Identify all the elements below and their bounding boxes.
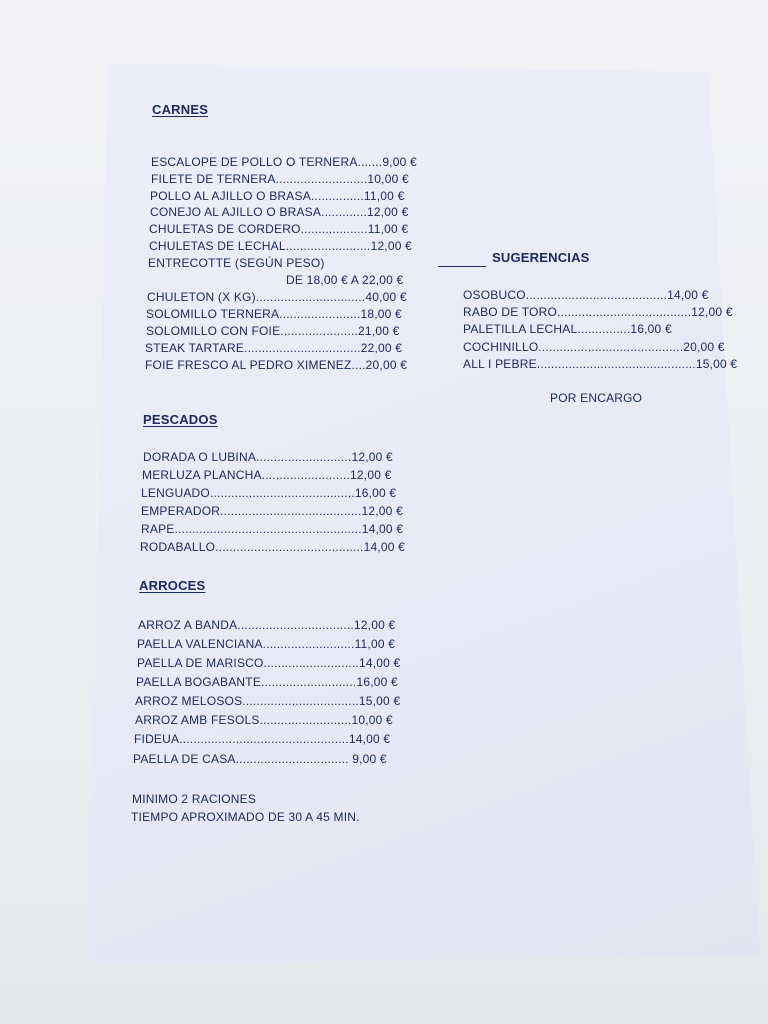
menu-item: CHULETON (X KG)...............................40,00 € <box>147 290 407 304</box>
menu-item: FIDEUA................................................14,00 € <box>134 732 391 746</box>
menu-item: PAELLA BOGABANTE...........................16,00 € <box>136 675 398 689</box>
section-title-sugerencias: SUGERENCIAS <box>492 250 590 265</box>
menu-item: FILETE DE TERNERA..........................10,00 € <box>151 172 409 186</box>
menu-item: CHULETAS DE CORDERO...................11,00 € <box>149 222 409 236</box>
menu-item: DORADA O LUBINA...........................12,00 € <box>143 450 393 464</box>
menu-item: RAPE.....................................................14,00 € <box>141 522 404 536</box>
menu-item: RODABALLO..........................................14,00 € <box>140 540 406 554</box>
menu-item: PAELLA DE CASA................................ 9,00 € <box>133 752 387 766</box>
menu-item: ESCALOPE DE POLLO O TERNERA.......9,00 € <box>151 155 417 169</box>
menu-item: LENGUADO.........................................16,00 € <box>141 486 397 500</box>
sugerencias-underline <box>438 266 486 267</box>
menu-item: ALL I PEBRE.............................................15,00 € <box>463 357 738 371</box>
menu-item: OSOBUCO........................................14,00 € <box>463 288 709 302</box>
menu-item-price-range: DE 18,00 € A 22,00 € <box>286 273 404 287</box>
por-encargo-note: POR ENCARGO <box>550 391 643 405</box>
menu-item: POLLO AL AJILLO O BRASA...............11,00 € <box>150 189 405 203</box>
section-title-arroces: ARROCES <box>139 578 206 593</box>
menu-item: PAELLA DE MARISCO...........................14,00 € <box>137 656 401 670</box>
menu-item: FOIE FRESCO AL PEDRO XIMENEZ....20,00 € <box>145 358 408 372</box>
menu-item: ENTRECOTTE (SEGÚN PESO) <box>148 256 325 270</box>
menu-item: SOLOMILLO CON FOIE......................21,00 € <box>146 324 400 338</box>
minimum-portions-note: MINIMO 2 RACIONES <box>132 792 257 806</box>
menu-item: EMPERADOR........................................12,00 € <box>141 504 403 518</box>
menu-item: ARROZ MELOSOS.................................15,00 € <box>135 694 401 708</box>
menu-item: MERLUZA PLANCHA.........................12,00 € <box>142 468 392 482</box>
menu-item: RABO DE TORO......................................12,00 € <box>463 305 733 319</box>
menu-item: CONEJO AL AJILLO O BRASA.............12,00 € <box>150 205 409 219</box>
menu-item: COCHINILLO.........................................20,00 € <box>463 340 725 354</box>
menu-item: PALETILLA LECHAL...............16,00 € <box>463 322 672 336</box>
section-title-pescados: PESCADOS <box>143 412 218 427</box>
menu-item: STEAK TARTARE.................................22,00 € <box>145 341 403 355</box>
menu-item: ARROZ AMB FESOLS..........................10,00 € <box>135 713 393 727</box>
menu-item: PAELLA VALENCIANA..........................11,00 € <box>137 637 396 651</box>
section-title-carnes: CARNES <box>152 102 209 117</box>
cooking-time-note: TIEMPO APROXIMADO DE 30 A 45 MIN. <box>131 810 360 824</box>
menu-item: ARROZ A BANDA.................................12,00 € <box>138 618 396 632</box>
menu-item: SOLOMILLO TERNERA.......................18,00 € <box>146 307 402 321</box>
menu-item: CHULETAS DE LECHAL........................12,00 € <box>149 239 413 253</box>
